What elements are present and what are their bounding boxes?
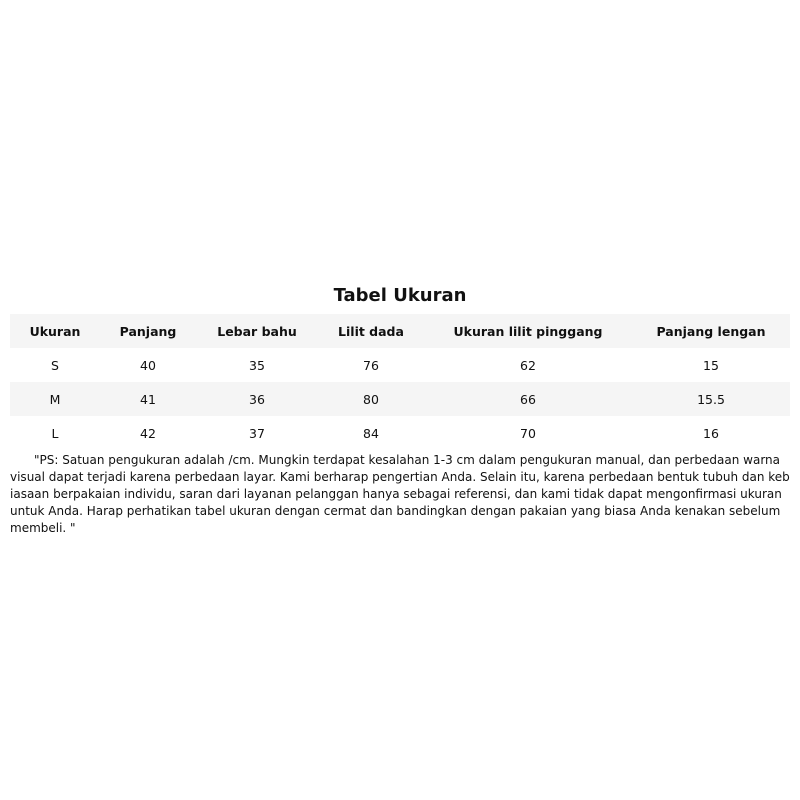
table-header	[10, 314, 790, 348]
header-ukuran: Ukuran	[10, 314, 100, 348]
cell-lilit-dada: 84	[363, 425, 379, 441]
disclaimer-note: "PS: Satuan pengukuran adalah /cm. Mungkin terdapat kesalahan 1-3 cm dalam pengukuran manual, dan perbedaan warna visual dapat terjadi karena perbedaan layar. Kami berharap pengertian Anda. Selain itu, karena perbedaan bentuk tubuh dan kebiasaan berpakaian individu, saran dari layanan pelanggan hanya sebagai referensi, dan kami tidak dapat mengonfirmasi ukuran untuk Anda. Harap perhatikan tabel ukuran dengan cermat dan bandingkan dengan pakaian yang biasa Anda kenakan sebelum membeli. "	[10, 453, 790, 535]
cell-lebar-bahu: 35	[249, 357, 265, 373]
cell-lilit-pinggang: 66	[424, 382, 632, 416]
cell-panjang: 40	[140, 357, 156, 373]
cell-lilit-dada: 80	[318, 382, 424, 416]
header-row	[10, 314, 790, 348]
cell-panjang-lengan: 15.5	[632, 382, 790, 416]
cell-lebar-bahu: 37	[249, 425, 265, 441]
cell-panjang: 42	[140, 425, 156, 441]
cell-panjang: 41	[100, 382, 196, 416]
table-row-l	[10, 416, 790, 450]
size-chart	[10, 282, 790, 537]
cell-lilit-dada: 76	[363, 357, 379, 373]
size-table	[10, 314, 790, 450]
table-body	[10, 348, 790, 450]
cell-panjang-lengan: 15	[703, 357, 719, 373]
cell-lilit-pinggang: 62	[520, 357, 536, 373]
cell-ukuran: L	[51, 425, 59, 441]
header-lebar-bahu: Lebar bahu	[196, 314, 318, 348]
header-lilit-dada: Lilit dada	[318, 314, 424, 348]
cell-ukuran: M	[10, 382, 100, 416]
header-panjang: Panjang	[100, 314, 196, 348]
table-row-s	[10, 348, 790, 382]
header-panjang-lengan: Panjang lengan	[632, 314, 790, 348]
cell-lilit-pinggang: 70	[520, 425, 536, 441]
cell-lebar-bahu: 36	[196, 382, 318, 416]
header-lilit-pinggang: Ukuran lilit pinggang	[424, 314, 632, 348]
cell-ukuran: S	[51, 357, 59, 373]
chart-title: Tabel Ukuran	[333, 285, 467, 306]
cell-panjang-lengan: 16	[703, 425, 719, 441]
table-row-m	[10, 382, 790, 416]
